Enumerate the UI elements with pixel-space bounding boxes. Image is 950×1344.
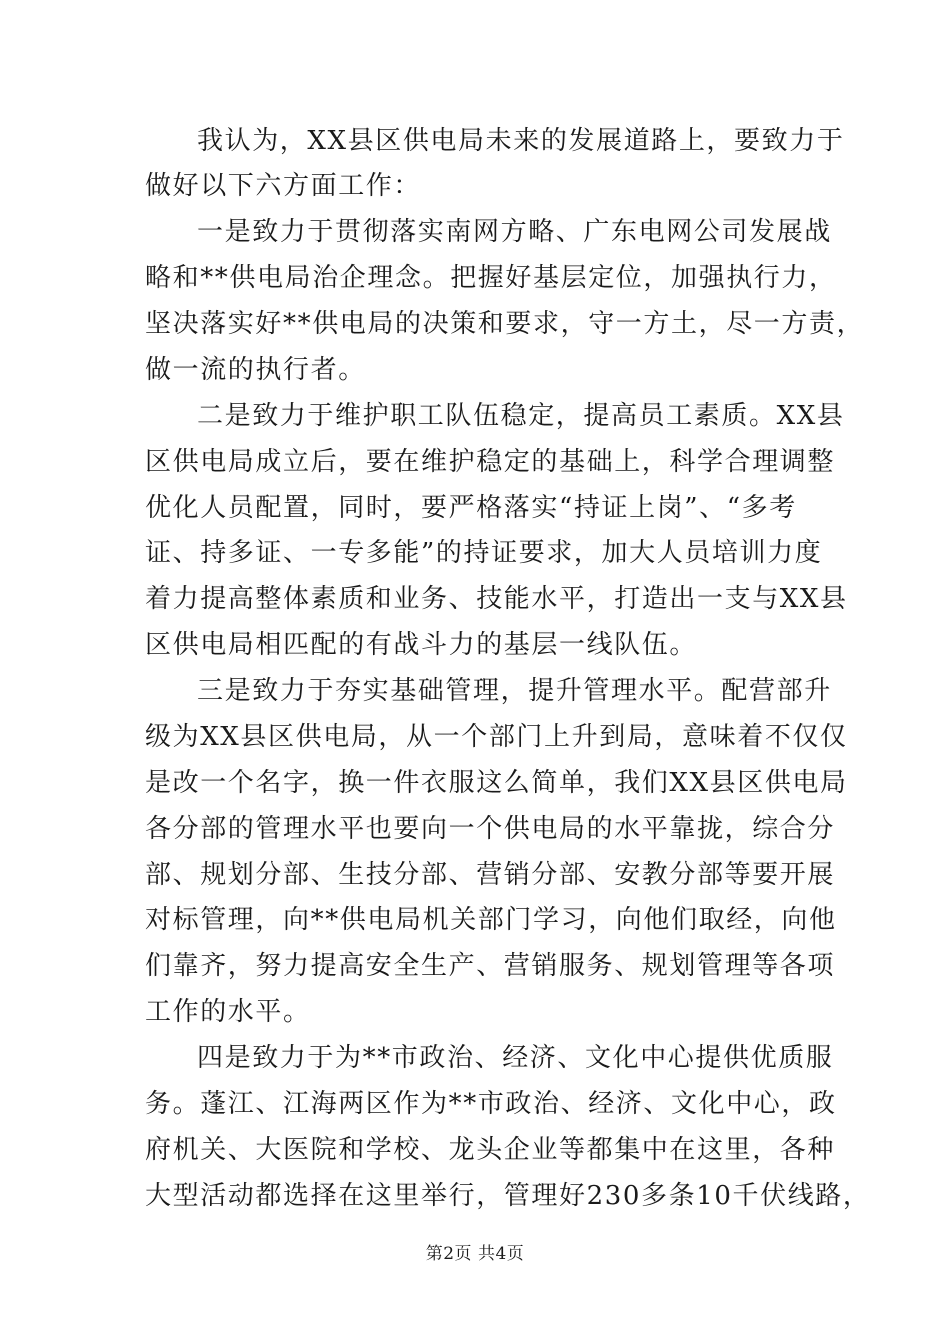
text-line: 略和**供电局治企理念。把握好基层定位，加强执行力， [145, 263, 837, 293]
text-line: 务。蓬江、江海两区作为**市政治、经济、文化中心，政 [145, 1089, 837, 1119]
text-line: 府机关、大医院和学校、龙头企业等都集中在这里，各种 [145, 1135, 836, 1165]
text-line: 优化人员配置，同时，要严格落实“持证上岗”、“多考 [145, 493, 797, 523]
text-line: 级为XX县区供电局，从一个部门上升到局，意味着不仅仅 [145, 722, 848, 752]
text-line: 我认为，XX县区供电局未来的发展道路上，要致力于 [197, 126, 845, 156]
text-line: 各分部的管理水平也要向一个供电局的水平靠拢，综合分 [145, 814, 836, 844]
text-line: 坚决落实好**供电局的决策和要求，守一方土，尽一方责， [145, 309, 865, 339]
text-line: 区供电局成立后，要在维护稳定的基础上，科学合理调整 [145, 447, 836, 477]
text-line: 着力提高整体素质和业务、技能水平，打造出一支与XX县 [145, 584, 848, 614]
text-line: 二是致力于维护职工队伍稳定，提高员工素质。XX县 [197, 401, 845, 431]
text-line: 区供电局相匹配的有战斗力的基层一线队伍。 [145, 630, 698, 660]
text-line: 证、持多证、一专多能”的持证要求，加大人员培训力度 [145, 538, 823, 568]
text-line: 们靠齐，努力提高安全生产、营销服务、规划管理等各项 [145, 951, 836, 981]
text-line: 做一流的执行者。 [145, 355, 366, 385]
text-line: 部、规划分部、生技分部、营销分部、安教分部等要开展 [145, 860, 836, 890]
text-line: 工作的水平。 [145, 997, 311, 1027]
text-line: 四是致力于为**市政治、经济、文化中心提供优质服 [197, 1043, 834, 1073]
text-line: 三是致力于夯实基础管理，提升管理水平。配营部升 [197, 676, 832, 706]
text-line: 做好以下六方面工作： [145, 171, 422, 201]
text-line: 大型活动都选择在这里举行，管理好230多条10千伏线路， [145, 1181, 871, 1211]
text-line: 一是致力于贯彻落实南网方略、广东电网公司发展战 [197, 217, 832, 247]
text-line: 是改一个名字，换一件衣服这么简单，我们XX县区供电局 [145, 768, 848, 798]
page-footer: 第2页 共4页 [425, 1244, 525, 1264]
text-line: 对标管理，向**供电局机关部门学习，向他们取经，向他 [145, 905, 837, 935]
